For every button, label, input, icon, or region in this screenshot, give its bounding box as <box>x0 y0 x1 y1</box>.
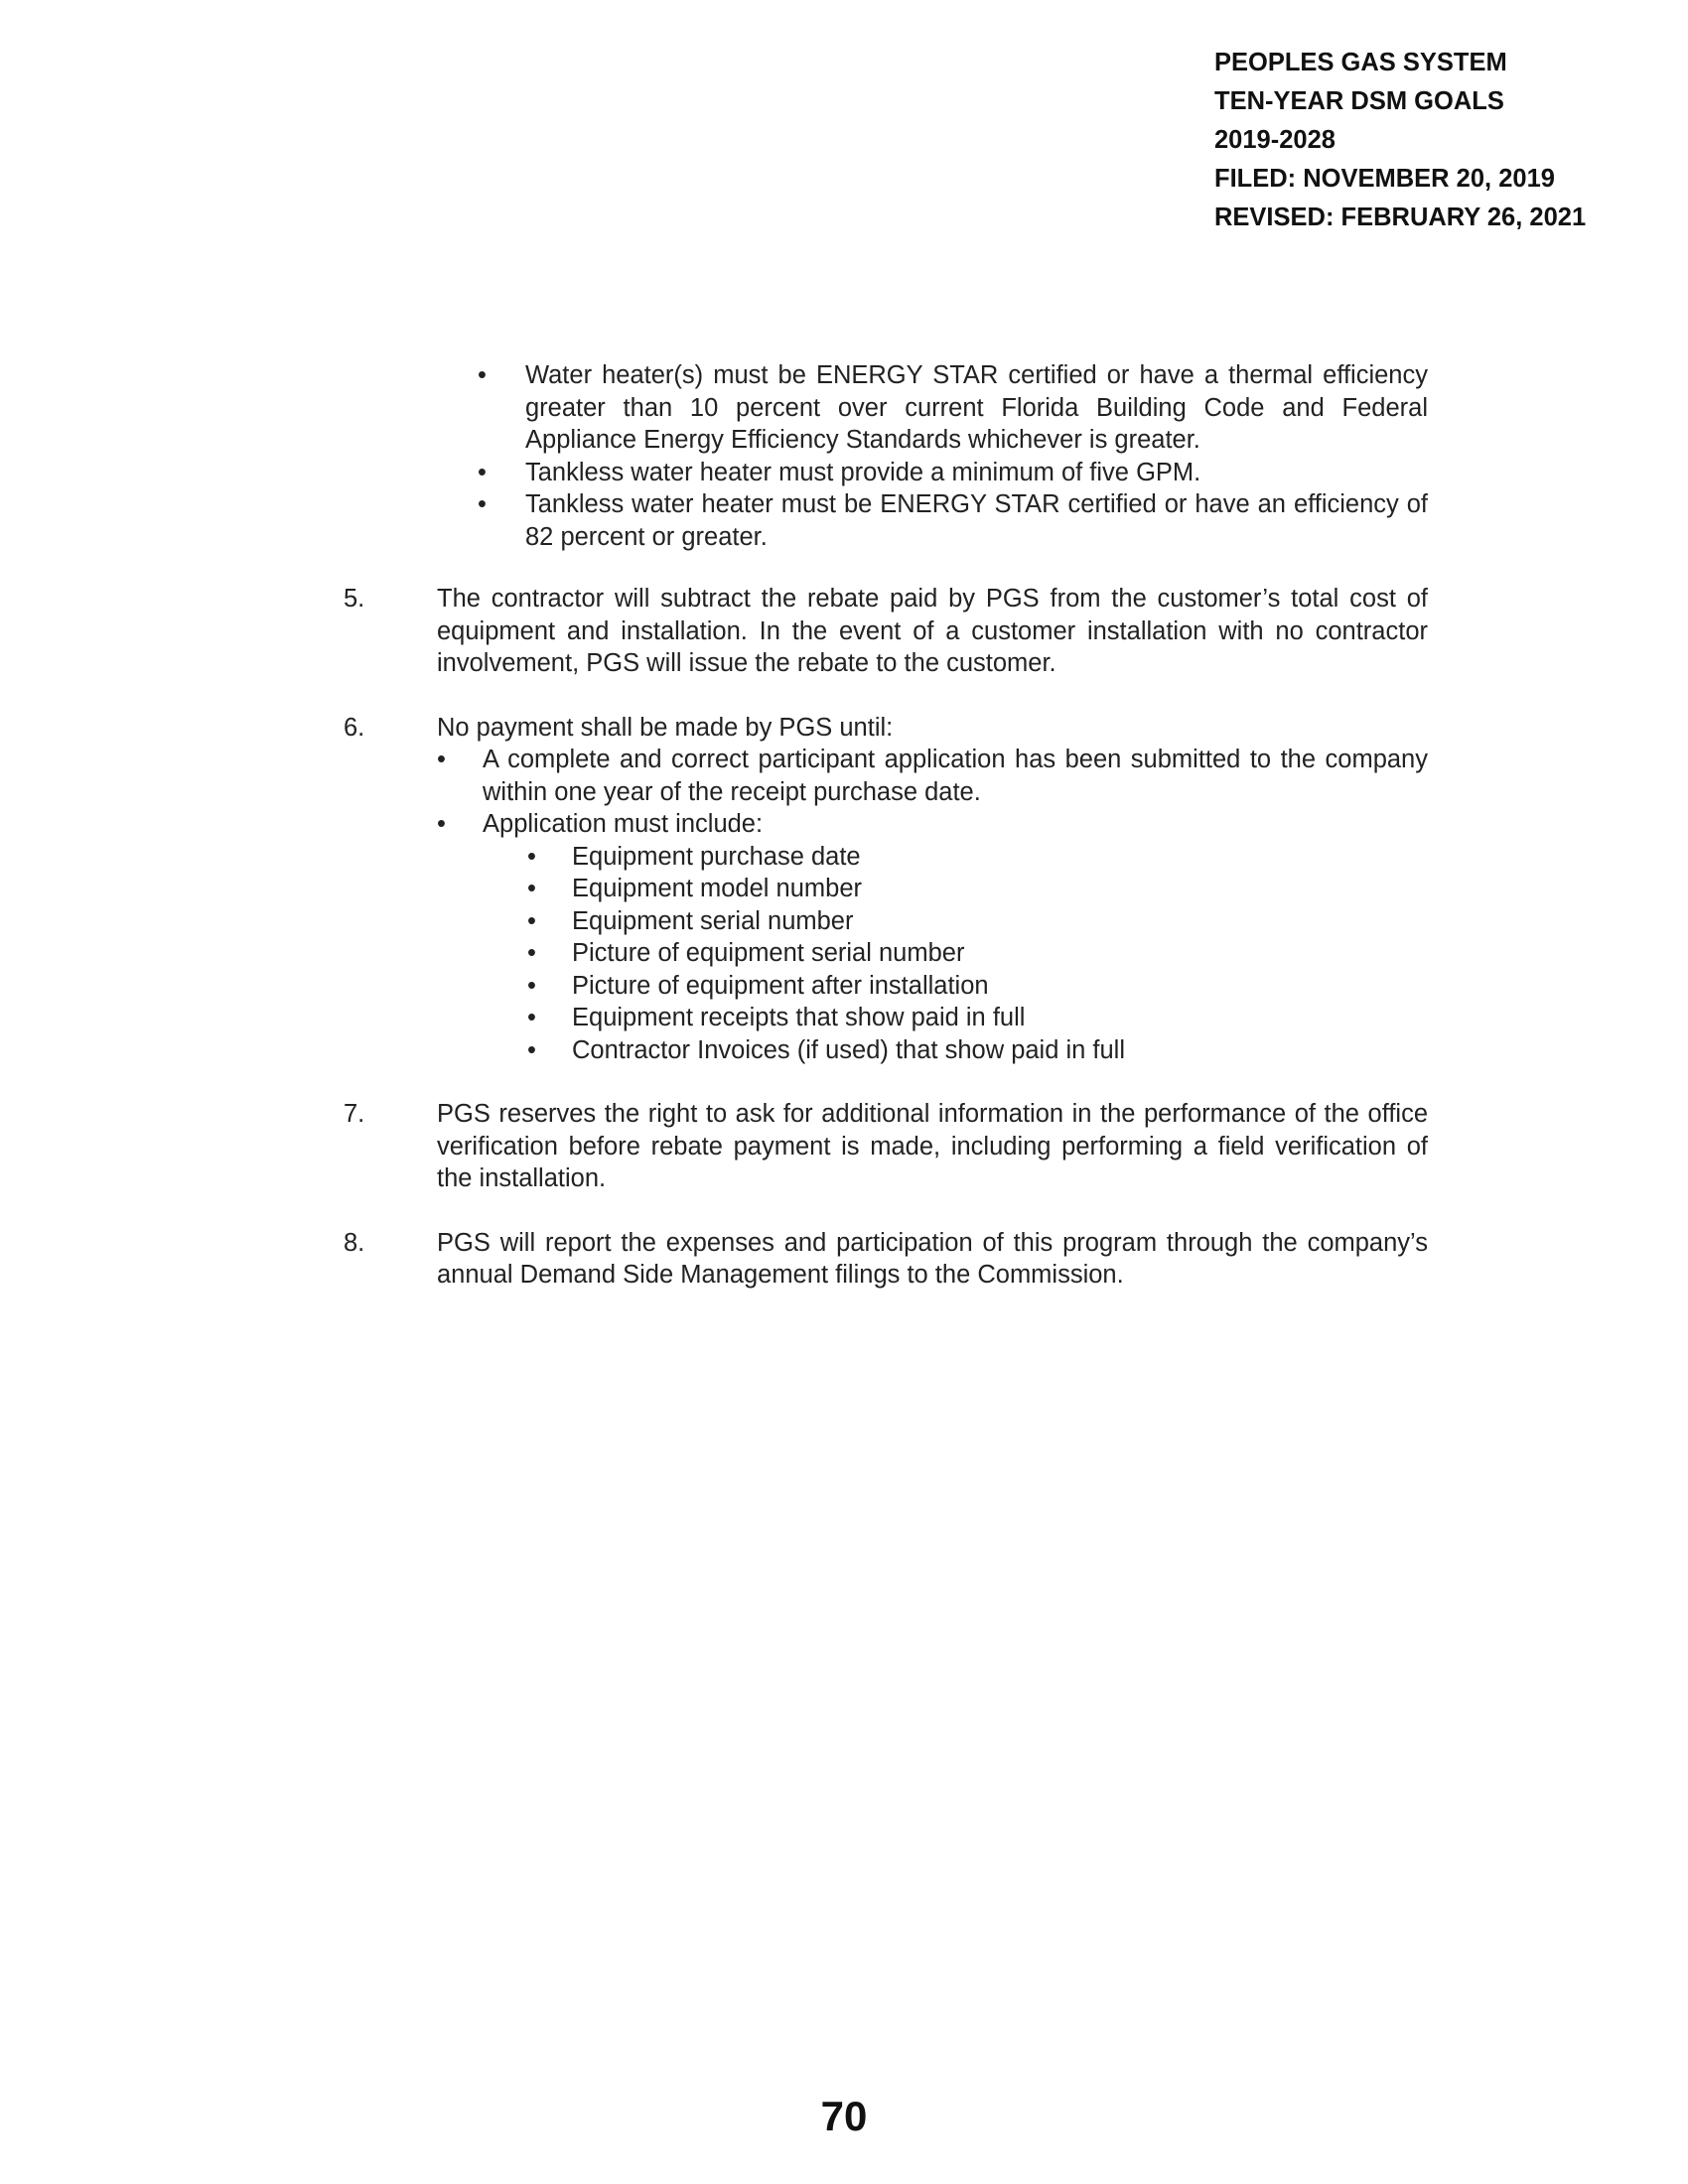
bullet-icon: • <box>527 875 536 902</box>
application-requirements-list <box>483 841 1428 1067</box>
list-item: • Water heater(s) must be ENERGY STAR certified or have a thermal efficiency greater than 10 percent over current Florida Building Code and Federal Appliance Energy Efficiency Standards whichever is greater. <box>478 361 1428 454</box>
list-item: • Picture of equipment after installation <box>483 970 1428 1003</box>
header-company: PEOPLES GAS SYSTEM <box>1214 49 1507 76</box>
page-number: 70 <box>820 2093 868 2139</box>
bullet-icon: • <box>478 458 487 486</box>
item-number: 7. <box>344 1100 365 1128</box>
item-number: 5. <box>344 585 365 613</box>
list-item: • Equipment model number <box>483 873 1428 905</box>
bullet-icon: • <box>437 810 446 838</box>
document-body <box>344 359 1428 1323</box>
item-text: PGS reserves the right to ask for additional information in the performance of the office verification before rebate payment is made, including performing a field verification of the installation. <box>437 1100 1428 1192</box>
bullet-icon: • <box>527 1035 536 1064</box>
bullet-icon: • <box>527 906 536 935</box>
header-years: 2019-2028 <box>1214 126 1336 154</box>
water-heater-requirements-list <box>344 359 1428 553</box>
list-item: • A complete and correct participant application has been submitted to the company within one year of the receipt purchase date. <box>437 746 1428 806</box>
list-item: • Picture of equipment serial number <box>483 937 1428 970</box>
bullet-icon: • <box>527 842 536 871</box>
numbered-item-6 <box>344 712 1428 1067</box>
bullet-icon: • <box>478 361 487 389</box>
bullet-icon: • <box>527 939 536 967</box>
item-number: 8. <box>344 1228 365 1257</box>
list-item: • Equipment serial number <box>483 905 1428 938</box>
header-revised-date: REVISED: FEBRUARY 26, 2021 <box>1214 204 1587 231</box>
list-item: • Equipment receipts that show paid in full <box>483 1002 1428 1034</box>
document-header <box>1214 44 1671 237</box>
item-number: 6. <box>344 713 365 742</box>
item-text: No payment shall be made by PGS until: <box>437 713 894 742</box>
list-item: • Equipment purchase date <box>483 841 1428 874</box>
numbered-item-8 <box>344 1227 1428 1292</box>
header-filed-date: FILED: NOVEMBER 20, 2019 <box>1214 165 1555 193</box>
bullet-icon: • <box>527 971 536 1000</box>
item-text: PGS will report the expenses and participation of this program through the company’s annual Demand Side Management filings to the Commission. <box>437 1228 1428 1289</box>
numbered-item-5 <box>344 583 1428 680</box>
item-text: The contractor will subtract the rebate paid by PGS from the customer’s total cost of equipment and installation. In the event of a customer installation with no contractor involvement, PGS will issue the rebate to the customer. <box>437 585 1428 677</box>
numbered-item-7 <box>344 1098 1428 1195</box>
list-item: • Tankless water heater must be ENERGY STAR certified or have an efficiency of 82 percent or greater. <box>478 490 1428 551</box>
payment-conditions-list <box>437 744 1428 1066</box>
bullet-icon: • <box>527 1004 536 1031</box>
bullet-icon: • <box>478 490 487 518</box>
list-item: • Contractor Invoices (if used) that show paid in full <box>483 1034 1428 1067</box>
list-item: • Application must include: • Equipment purchase date • Equipment model number • Equipment serial number • Picture of equipment serial number • Picture of equipment after installation • Equipment receipts that show paid in full • Contractor Invoices (if used) that show paid in full <box>437 808 1428 1066</box>
bullet-icon: • <box>437 746 446 773</box>
header-title: TEN-YEAR DSM GOALS <box>1214 87 1504 115</box>
list-item: • Tankless water heater must provide a minimum of five GPM. <box>344 457 1428 489</box>
